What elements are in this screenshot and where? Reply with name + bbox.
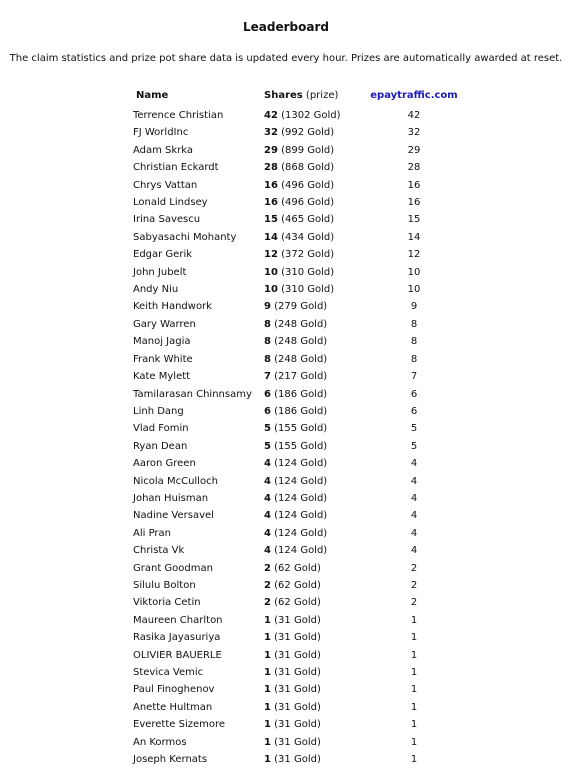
user-prize: (496 Gold) xyxy=(277,197,335,209)
user-site-shares: 6 xyxy=(410,388,418,400)
table-row xyxy=(130,577,458,594)
user-name: Paul Finoghenov xyxy=(133,684,215,696)
user-shares-cell xyxy=(260,368,370,385)
user-name: Sabyasachi Mohanty xyxy=(133,231,237,243)
user-shares-cell xyxy=(260,194,370,211)
user-shares: 7 xyxy=(264,371,271,383)
user-name: Lonald Lindsey xyxy=(133,197,208,209)
user-site-shares: 7 xyxy=(410,371,418,383)
user-name: Christian Eckardt xyxy=(133,162,219,174)
user-name: John Jubelt xyxy=(133,266,187,278)
user-prize: (248 Gold) xyxy=(270,318,328,330)
user-prize: (31 Gold) xyxy=(270,701,321,713)
user-site-shares: 29 xyxy=(407,144,421,156)
table-row xyxy=(130,716,458,733)
user-shares-cell xyxy=(260,211,370,228)
column-header-shares xyxy=(260,88,370,107)
user-name: Anette Hultman xyxy=(133,701,213,713)
user-shares: 1 xyxy=(264,614,271,626)
user-prize: (217 Gold) xyxy=(270,371,328,383)
table-row xyxy=(130,542,458,559)
user-site-shares: 2 xyxy=(410,579,418,591)
user-name: Tamilarasan Chinnsamy xyxy=(133,388,252,400)
user-site-shares: 5 xyxy=(410,423,418,435)
user-shares-cell xyxy=(260,594,370,611)
user-prize: (31 Gold) xyxy=(270,614,321,626)
user-site-shares: 1 xyxy=(410,701,418,713)
user-shares-cell xyxy=(260,577,370,594)
table-row xyxy=(130,507,458,524)
user-site-shares: 28 xyxy=(407,162,421,174)
user-site-shares: 16 xyxy=(407,179,421,191)
table-row xyxy=(130,351,458,368)
user-prize: (248 Gold) xyxy=(270,353,328,365)
user-shares-cell xyxy=(260,699,370,716)
user-prize: (1302 Gold) xyxy=(277,110,341,121)
table-row xyxy=(130,420,458,437)
user-prize: (124 Gold) xyxy=(270,510,328,522)
user-name: Adam Skrka xyxy=(133,144,194,156)
user-name: OLIVIER BAUERLE xyxy=(133,649,222,661)
user-site-shares: 1 xyxy=(410,632,418,644)
user-name: Keith Handwork xyxy=(133,301,212,313)
user-shares: 1 xyxy=(264,736,271,748)
user-prize: (372 Gold) xyxy=(277,249,335,261)
user-shares: 4 xyxy=(264,475,271,487)
user-name: Linh Dang xyxy=(133,405,184,417)
table-row xyxy=(130,142,458,159)
user-shares: 8 xyxy=(264,353,271,365)
user-name: Stevica Vemic xyxy=(133,667,204,678)
user-prize: (124 Gold) xyxy=(270,475,328,487)
user-site-shares: 1 xyxy=(410,649,418,661)
user-name: Frank White xyxy=(133,353,193,365)
user-prize: (31 Gold) xyxy=(270,754,321,766)
user-prize: (31 Gold) xyxy=(270,667,321,678)
user-name: Kate Mylett xyxy=(133,371,191,383)
user-prize: (496 Gold) xyxy=(277,179,335,191)
table-row xyxy=(130,699,458,716)
user-shares-cell xyxy=(260,507,370,524)
user-shares: 29 xyxy=(264,144,278,156)
user-site-shares: 1 xyxy=(410,736,418,748)
user-shares: 15 xyxy=(264,214,278,226)
user-shares: 4 xyxy=(264,492,271,504)
user-name: Nadine Versavel xyxy=(133,510,214,522)
user-shares: 12 xyxy=(264,249,278,261)
user-name: Grant Goodman xyxy=(133,562,213,574)
user-shares: 14 xyxy=(264,231,278,243)
table-row xyxy=(130,681,458,698)
user-site-shares: 5 xyxy=(410,440,418,452)
user-shares-cell xyxy=(260,751,370,768)
user-site-shares: 4 xyxy=(410,492,418,504)
user-prize: (465 Gold) xyxy=(277,214,335,226)
table-row xyxy=(130,211,458,228)
user-shares: 1 xyxy=(264,754,271,766)
user-name: Andy Niu xyxy=(133,284,179,296)
user-name: Gary Warren xyxy=(133,318,196,330)
table-row xyxy=(130,124,458,141)
user-shares-cell xyxy=(260,229,370,246)
user-shares: 5 xyxy=(264,440,271,452)
user-name: Nicola McCulloch xyxy=(133,475,218,487)
user-prize: (279 Gold) xyxy=(270,301,328,313)
table-row xyxy=(130,333,458,350)
user-shares: 16 xyxy=(264,197,278,209)
user-prize: (31 Gold) xyxy=(270,719,321,731)
user-name: An Kormos xyxy=(133,736,187,748)
user-shares-cell xyxy=(260,142,370,159)
user-prize: (310 Gold) xyxy=(277,284,335,296)
user-shares-cell xyxy=(260,298,370,315)
table-row xyxy=(130,159,458,176)
user-shares-cell xyxy=(260,490,370,507)
user-shares-cell xyxy=(260,107,370,124)
user-name: Manoj Jagia xyxy=(133,336,191,348)
page-title: Leaderboard xyxy=(243,20,329,34)
user-shares: 1 xyxy=(264,701,271,713)
user-prize: (62 Gold) xyxy=(270,597,321,609)
user-shares: 1 xyxy=(264,667,271,678)
user-shares-cell xyxy=(260,629,370,646)
user-shares: 6 xyxy=(264,405,271,417)
user-shares-cell xyxy=(260,316,370,333)
user-site-shares: 2 xyxy=(410,597,418,609)
user-shares: 1 xyxy=(264,684,271,696)
user-site-shares: 15 xyxy=(407,214,421,226)
table-row xyxy=(130,612,458,629)
user-site-shares: 4 xyxy=(410,510,418,522)
user-shares-cell xyxy=(260,525,370,542)
user-shares: 1 xyxy=(264,632,271,644)
user-name: Irina Savescu xyxy=(133,214,201,226)
user-prize: (31 Gold) xyxy=(270,632,321,644)
user-shares-cell xyxy=(260,159,370,176)
table-row xyxy=(130,647,458,664)
user-prize: (434 Gold) xyxy=(277,231,335,243)
user-prize: (124 Gold) xyxy=(270,527,328,539)
user-name: Rasika Jayasuriya xyxy=(133,632,221,644)
user-prize: (899 Gold) xyxy=(277,144,335,156)
user-prize: (31 Gold) xyxy=(270,649,321,661)
user-site-shares: 14 xyxy=(407,231,421,243)
user-shares-cell xyxy=(260,281,370,298)
user-shares: 2 xyxy=(264,597,271,609)
column-header-site: epaytraffic.com xyxy=(370,90,458,101)
user-shares: 10 xyxy=(264,266,278,278)
leaderboard-table xyxy=(130,88,458,768)
table-header xyxy=(130,88,458,107)
user-shares: 10 xyxy=(264,284,278,296)
table-row xyxy=(130,629,458,646)
user-shares-cell xyxy=(260,734,370,751)
user-name: Edgar Gerik xyxy=(133,249,193,261)
user-site-shares: 9 xyxy=(410,301,418,313)
user-prize: (31 Gold) xyxy=(270,736,321,748)
user-prize: (124 Gold) xyxy=(270,492,328,504)
user-site-shares: 4 xyxy=(410,458,418,470)
column-header-name: Name xyxy=(136,90,169,101)
user-site-shares: 4 xyxy=(410,527,418,539)
user-prize: (31 Gold) xyxy=(270,684,321,696)
user-name: FJ WorldInc xyxy=(133,127,189,139)
user-name: Everette Sizemore xyxy=(133,719,226,731)
user-prize: (124 Gold) xyxy=(270,458,328,470)
user-shares: 8 xyxy=(264,318,271,330)
table-body xyxy=(130,107,458,768)
column-header-shares-label: Shares xyxy=(264,90,303,101)
user-shares-cell xyxy=(260,542,370,559)
header-row xyxy=(130,88,458,107)
user-prize: (155 Gold) xyxy=(270,423,328,435)
user-site-shares: 1 xyxy=(410,684,418,696)
user-site-shares: 8 xyxy=(410,336,418,348)
user-site-shares: 12 xyxy=(407,249,421,261)
user-shares-cell xyxy=(260,351,370,368)
user-shares-cell xyxy=(260,455,370,472)
user-site-shares: 42 xyxy=(407,110,421,121)
user-shares: 6 xyxy=(264,388,271,400)
user-prize: (62 Gold) xyxy=(270,562,321,574)
user-site-shares: 1 xyxy=(410,719,418,731)
user-shares: 1 xyxy=(264,649,271,661)
user-name: Maureen Charlton xyxy=(133,614,223,626)
user-site-shares: 16 xyxy=(407,197,421,209)
user-name: Ryan Dean xyxy=(133,440,188,452)
user-site-shares: 8 xyxy=(410,353,418,365)
user-shares: 4 xyxy=(264,545,271,557)
table-row xyxy=(130,368,458,385)
user-shares-cell xyxy=(260,664,370,681)
user-name: Aaron Green xyxy=(133,458,196,470)
user-site-shares: 1 xyxy=(410,667,418,678)
user-site-shares: 1 xyxy=(410,754,418,766)
table-row xyxy=(130,560,458,577)
user-site-shares: 2 xyxy=(410,562,418,574)
table-row xyxy=(130,177,458,194)
user-shares-cell xyxy=(260,612,370,629)
table-row xyxy=(130,594,458,611)
user-prize: (248 Gold) xyxy=(270,336,328,348)
user-prize: (124 Gold) xyxy=(270,545,328,557)
user-name: Viktoria Cetin xyxy=(133,597,201,609)
user-prize: (186 Gold) xyxy=(270,405,328,417)
table-row xyxy=(130,664,458,681)
user-prize: (155 Gold) xyxy=(270,440,328,452)
user-shares-cell xyxy=(260,386,370,403)
user-shares-cell xyxy=(260,403,370,420)
user-site-shares: 32 xyxy=(407,127,421,139)
user-shares: 5 xyxy=(264,423,271,435)
user-shares-cell xyxy=(260,264,370,281)
user-shares: 4 xyxy=(264,527,271,539)
user-shares: 4 xyxy=(264,458,271,470)
user-name: Johan Huisman xyxy=(133,492,209,504)
user-shares-cell xyxy=(260,177,370,194)
user-shares-cell xyxy=(260,124,370,141)
user-site-shares: 8 xyxy=(410,318,418,330)
user-shares-cell xyxy=(260,333,370,350)
user-name: Joseph Kernats xyxy=(133,754,208,766)
user-name: Silulu Bolton xyxy=(133,579,196,591)
table-row xyxy=(130,107,458,124)
user-shares: 28 xyxy=(264,162,278,174)
user-shares-cell xyxy=(260,560,370,577)
column-header-shares-sub: (prize) xyxy=(302,90,339,101)
user-site-shares: 6 xyxy=(410,405,418,417)
table-row xyxy=(130,246,458,263)
table-row xyxy=(130,298,458,315)
table-row xyxy=(130,316,458,333)
user-shares-cell xyxy=(260,647,370,664)
user-shares-cell xyxy=(260,473,370,490)
table-row xyxy=(130,525,458,542)
table-row xyxy=(130,455,458,472)
user-prize: (186 Gold) xyxy=(270,388,328,400)
table-row xyxy=(130,229,458,246)
table-row xyxy=(130,438,458,455)
user-shares: 4 xyxy=(264,510,271,522)
table-row xyxy=(130,194,458,211)
table-row xyxy=(130,281,458,298)
user-shares: 1 xyxy=(264,719,271,731)
user-prize: (62 Gold) xyxy=(270,579,321,591)
user-site-shares: 4 xyxy=(410,475,418,487)
user-prize: (310 Gold) xyxy=(277,266,335,278)
user-name: Ali Pran xyxy=(133,527,172,539)
user-shares-cell xyxy=(260,681,370,698)
user-shares: 2 xyxy=(264,562,271,574)
intro-text: The claim statistics and prize pot share data is updated every hour. Prizes are automatically awarded at reset. xyxy=(9,53,563,64)
user-site-shares: 10 xyxy=(407,266,421,278)
user-name: Vlad Fomin xyxy=(133,423,189,435)
user-shares-cell xyxy=(260,420,370,437)
table-row xyxy=(130,473,458,490)
table-row xyxy=(130,734,458,751)
user-name: Terrence Christian xyxy=(133,110,224,121)
user-prize: (868 Gold) xyxy=(277,162,335,174)
table-row xyxy=(130,264,458,281)
user-shares: 9 xyxy=(264,301,271,313)
user-site-shares: 1 xyxy=(410,614,418,626)
user-shares-cell xyxy=(260,438,370,455)
user-shares-cell xyxy=(260,246,370,263)
user-site-shares: 4 xyxy=(410,545,418,557)
table-row xyxy=(130,751,458,768)
user-shares-cell xyxy=(260,716,370,733)
table-row xyxy=(130,403,458,420)
user-shares: 42 xyxy=(264,110,278,121)
table-row xyxy=(130,386,458,403)
user-prize: (992 Gold) xyxy=(277,127,335,139)
user-site-shares: 10 xyxy=(407,284,421,296)
user-name: Christa Vk xyxy=(133,545,185,557)
table-row xyxy=(130,490,458,507)
user-shares: 8 xyxy=(264,336,271,348)
user-shares: 2 xyxy=(264,579,271,591)
user-shares: 32 xyxy=(264,127,278,139)
user-name: Chrys Vattan xyxy=(133,179,198,191)
user-shares: 16 xyxy=(264,179,278,191)
